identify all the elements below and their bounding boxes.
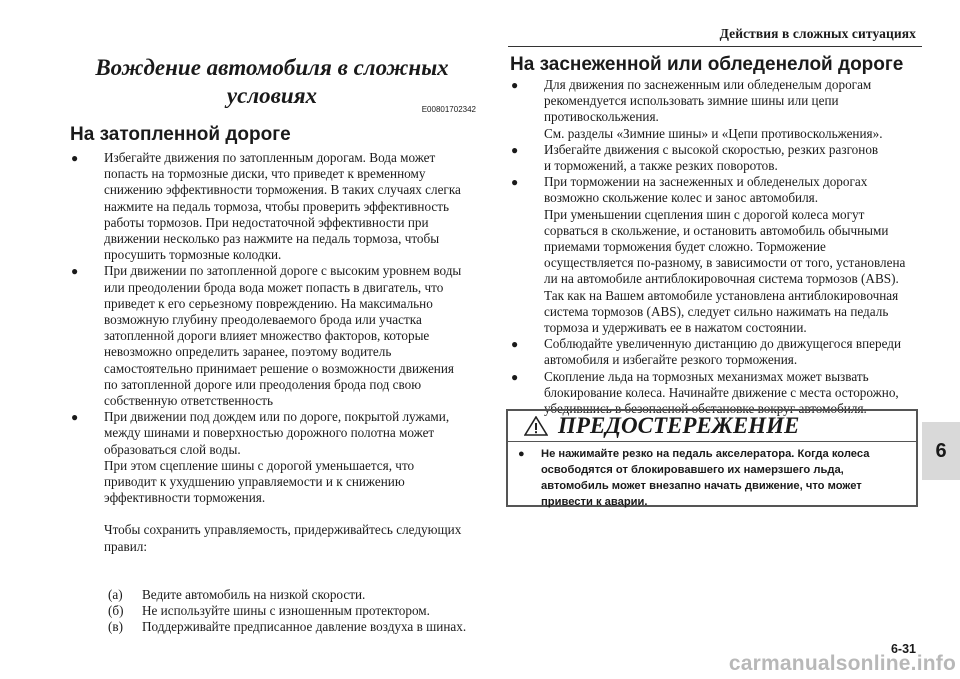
bullet-item bbox=[71, 263, 476, 409]
bullet-dot-icon: ● bbox=[511, 337, 519, 352]
watermark: carmanualsonline.info bbox=[728, 652, 956, 675]
bullet-dot-icon: ● bbox=[71, 151, 79, 165]
bullet-item bbox=[511, 174, 921, 336]
list-label: (в) bbox=[108, 619, 124, 635]
bullet-dot-icon: ● bbox=[71, 410, 79, 425]
bullet-item bbox=[71, 150, 476, 263]
left-column bbox=[71, 150, 476, 635]
bullet-text: Соблюдайте увеличенную дистанцию до движущегося впереди автомобиля и избегайте резкого торможения. bbox=[544, 336, 902, 368]
warning-body bbox=[518, 446, 908, 510]
warning-text: Не нажимайте резко на педаль акселератора. Когда колеса освободятся от блокировавшего их намерзшего льда, автомобиль может внезапно начать движение, что может привести к аварии. bbox=[541, 448, 870, 508]
bullet-text: При торможении на заснеженных и обледенелых дорогах возможно скольжение колес и занос автомобиля. При уменьшении сцепления шин с дорогой колеса могут сорваться в скольжение, и остановить автомобиль обычными приемами торможения будет сложно. Торможение осуществляется по-разному, в зависимости от того, установлена ли на автомобиле антиблокировочная система тормозов (ABS). Так как на Вашем автомобиле установлена антиблокировочная система тормозов (ABS), следует сильно нажимать на педаль тормоза и удерживать ее в нажатом состоянии. bbox=[544, 174, 906, 336]
list-item bbox=[71, 603, 476, 619]
warning-header bbox=[508, 411, 916, 442]
list-label: (а) bbox=[108, 586, 123, 602]
bullet-item bbox=[71, 409, 476, 458]
list-text: Поддерживайте предписанное давление воздуха в шинах. bbox=[142, 619, 467, 635]
bullet-text: Скопление льда на тормозных механизмах может вызвать блокирование колеса. Начинайте движение с места осторожно, убедившись в безопасной обстановке вокруг автомобиля. bbox=[544, 368, 899, 417]
bullet-dot-icon: ● bbox=[511, 175, 519, 190]
bullet-text: Для движения по заснеженным или обледенелым дорогам рекомендуется использовать зимние шины или цепи противоскольжения. См. разделы «Зимние шины» и «Цепи противоскольжения». bbox=[544, 77, 883, 141]
bullet-text: При движении по затопленной дороге с высоким уровнем воды или преодолении брода вода может попасть в двигатель, что приведет к его серьезному повреждению. На максимально возможную глубину преодолеваемого брода или участка затопленной дороги влияет множество факторов, которые невозможно определить заранее, поэтому водитель самостоятельно принимает решение о возможности движения по затопленной дороге или преодоления брода под свою собственную ответственность bbox=[104, 263, 462, 409]
bullet-text: Избегайте движения с высокой скоростью, резких разгонов и торможений, а также резких поворотов. bbox=[544, 141, 879, 174]
section-code: E00801702342 bbox=[421, 105, 476, 114]
section-title: Вождение автомобиля в сложных условиях bbox=[95, 55, 449, 108]
paragraph: Чтобы сохранить управляемость, придерживайтесь следующих правил: bbox=[104, 522, 462, 554]
bullet-dot-icon: ● bbox=[518, 448, 525, 460]
running-header: Действия в сложных ситуациях bbox=[719, 26, 916, 41]
warning-title: ПРЕДОСТЕРЕЖЕНИЕ bbox=[558, 413, 800, 438]
warning-triangle-icon bbox=[524, 416, 548, 436]
bullet-dot-icon: ● bbox=[71, 264, 79, 279]
right-column bbox=[511, 77, 921, 417]
bullet-dot-icon: ● bbox=[511, 78, 519, 92]
warning-box bbox=[506, 409, 918, 507]
bullet-text: Избегайте движения по затопленным дорогам. Вода может попасть на тормозные диски, что приведет к временному снижению эффективности торможения. В таких случаях слегка нажмите на педаль тормоза, чтобы проверить эффективность работы тормозов. При недостаточной эффективности при движении несколько раз нажмите на педаль тормоза, чтобы просушить тормозные колодки. bbox=[104, 150, 461, 263]
bullet-text: При движении под дождем или по дороге, покрытой лужами, между шинами и поверхностью дорожного полотна может образоваться слой воды. bbox=[104, 409, 450, 457]
list-text: Ведите автомобиль на низкой скорости. bbox=[142, 586, 366, 602]
bullet-item bbox=[511, 336, 921, 368]
chapter-tab: 6 bbox=[922, 422, 960, 480]
bullet-item bbox=[511, 77, 921, 142]
bullet-dot-icon: ● bbox=[511, 369, 519, 384]
heading-flooded-road: На затопленной дороге bbox=[70, 124, 291, 145]
list-item bbox=[71, 619, 476, 635]
list-text: Не используйте шины с изношенным протектором. bbox=[142, 603, 430, 619]
bullet-dot-icon: ● bbox=[511, 142, 519, 157]
list-item bbox=[71, 587, 476, 603]
heading-snowy-road: На заснеженной или обледенелой дороге bbox=[510, 54, 904, 75]
list-label: (б) bbox=[108, 603, 124, 619]
bullet-item bbox=[511, 142, 921, 174]
paragraph: При этом сцепление шины с дорогой уменьшается, что приводит к ухудшению управляемости и к снижению эффективности торможения. bbox=[104, 457, 415, 506]
page-number: 6-31 bbox=[890, 642, 916, 656]
header-rule bbox=[508, 46, 922, 47]
